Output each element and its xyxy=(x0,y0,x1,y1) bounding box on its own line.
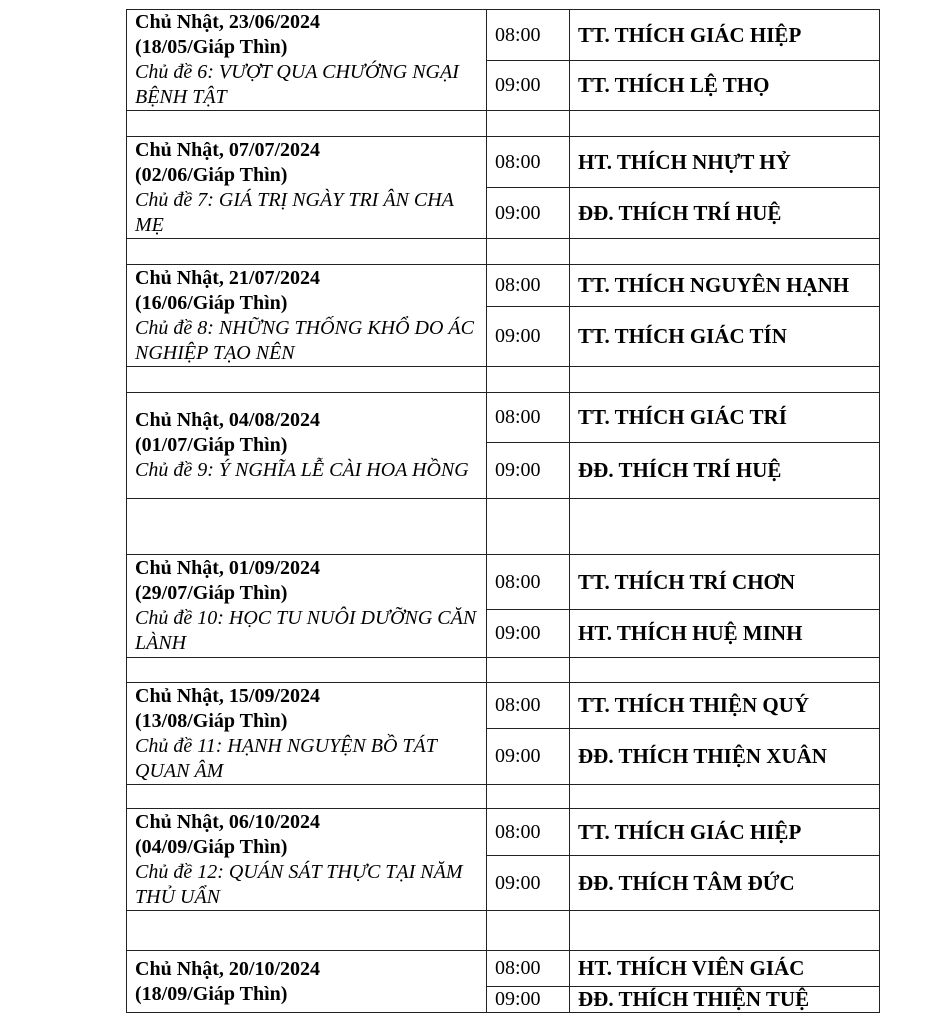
table-row xyxy=(127,265,880,307)
spacer-row xyxy=(127,658,880,683)
session-date: Chủ Nhật, 21/07/2024 xyxy=(135,266,321,289)
time-cell: 09:00 xyxy=(487,610,570,658)
session-info-cell xyxy=(127,555,487,658)
topic-title: Chủ đề 12: QUÁN SÁT THỰC TẠI NĂM THỦ UẨN xyxy=(135,860,463,908)
table-row xyxy=(127,809,880,856)
topic-title: Chủ đề 6: VƯỢT QUA CHƯỚNG NGẠI BỆNH TẬT xyxy=(135,61,459,108)
session-info-cell xyxy=(127,265,487,367)
lunar-date: (13/08/Giáp Thìn) xyxy=(135,709,288,732)
speaker-cell: ĐĐ. THÍCH THIỆN XUÂN xyxy=(570,729,880,785)
session-date: Chủ Nhật, 01/09/2024 xyxy=(135,557,321,579)
time-cell: 09:00 xyxy=(487,443,570,499)
speaker-cell: TT. THÍCH THIỆN QUÝ xyxy=(570,683,880,729)
session-date: Chủ Nhật, 15/09/2024 xyxy=(135,684,321,707)
speaker-cell: TT. THÍCH GIÁC TÍN xyxy=(570,307,880,367)
table-row xyxy=(127,555,880,610)
time-cell: 08:00 xyxy=(487,809,570,856)
speaker-cell: TT. THÍCH GIÁC TRÍ xyxy=(570,393,880,443)
spacer-row xyxy=(127,911,880,951)
session-info-cell xyxy=(127,809,487,911)
session-date: Chủ Nhật, 20/10/2024 xyxy=(135,957,321,980)
topic-title: Chủ đề 11: HẠNH NGUYỆN BỒ TÁT QUAN ÂM xyxy=(135,734,437,782)
time-cell: 09:00 xyxy=(487,729,570,785)
spacer-row xyxy=(127,499,880,555)
time-cell: 08:00 xyxy=(487,951,570,987)
table-row xyxy=(127,137,880,188)
lunar-date: (29/07/Giáp Thìn) xyxy=(135,582,288,604)
time-cell: 08:00 xyxy=(487,137,570,188)
lunar-date: (16/06/Giáp Thìn) xyxy=(135,291,288,314)
session-info-cell xyxy=(127,137,487,239)
session-date: Chủ Nhật, 04/08/2024 xyxy=(135,409,321,431)
time-cell: 09:00 xyxy=(487,307,570,367)
lunar-date: (18/09/Giáp Thìn) xyxy=(135,982,288,1005)
speaker-cell: ĐĐ. THÍCH TRÍ HUỆ xyxy=(570,443,880,499)
topic-title: Chủ đề 8: NHỮNG THỐNG KHỔ DO ÁC NGHIỆP TẠO NÊN xyxy=(135,316,474,364)
session-date: Chủ Nhật, 07/07/2024 xyxy=(135,138,321,161)
session-info-cell xyxy=(127,683,487,785)
lunar-date: (02/06/Giáp Thìn) xyxy=(135,163,288,186)
time-cell: 09:00 xyxy=(487,61,570,111)
session-info-cell xyxy=(127,10,487,111)
table-row xyxy=(127,951,880,987)
speaker-cell: TT. THÍCH NGUYÊN HẠNH xyxy=(570,265,880,307)
table-row xyxy=(127,10,880,61)
spacer-row xyxy=(127,367,880,393)
speaker-cell: TT. THÍCH GIÁC HIỆP xyxy=(570,10,880,61)
time-cell: 08:00 xyxy=(487,265,570,307)
spacer-row xyxy=(127,111,880,137)
topic-title: Chủ đề 9: Ý NGHĨA LỄ CÀI HOA HỒNG xyxy=(135,459,469,481)
session-date: Chủ Nhật, 06/10/2024 xyxy=(135,810,321,833)
speaker-cell: HT. THÍCH VIÊN GIÁC xyxy=(570,951,880,987)
spacer-row xyxy=(127,239,880,265)
time-cell: 09:00 xyxy=(487,856,570,911)
time-cell: 08:00 xyxy=(487,393,570,443)
session-date: Chủ Nhật, 23/06/2024 xyxy=(135,11,321,33)
table-row xyxy=(127,393,880,443)
time-cell: 08:00 xyxy=(487,10,570,61)
speaker-cell: ĐĐ. THÍCH TÂM ĐỨC xyxy=(570,856,880,911)
speaker-cell: TT. THÍCH GIÁC HIỆP xyxy=(570,809,880,856)
lunar-date: (04/09/Giáp Thìn) xyxy=(135,835,288,858)
lunar-date: (18/05/Giáp Thìn) xyxy=(135,36,288,58)
speaker-cell: TT. THÍCH LỆ THỌ xyxy=(570,61,880,111)
time-cell: 08:00 xyxy=(487,683,570,729)
time-cell: 09:00 xyxy=(487,987,570,1013)
topic-title: Chủ đề 10: HỌC TU NUÔI DƯỠNG CĂN LÀNH xyxy=(135,607,477,654)
speaker-cell: ĐĐ. THÍCH THIỆN TUỆ xyxy=(570,987,880,1013)
speaker-cell: HT. THÍCH HUỆ MINH xyxy=(570,610,880,658)
time-cell: 08:00 xyxy=(487,555,570,610)
topic-title: Chủ đề 7: GIÁ TRỊ NGÀY TRI ÂN CHA MẸ xyxy=(135,188,454,236)
lunar-date: (01/07/Giáp Thìn) xyxy=(135,434,288,456)
time-cell: 09:00 xyxy=(487,188,570,239)
session-info-cell xyxy=(127,393,487,499)
session-info-cell xyxy=(127,951,487,1013)
schedule-table xyxy=(126,9,880,1013)
speaker-cell: HT. THÍCH NHỰT HỶ xyxy=(570,137,880,188)
table-row xyxy=(127,683,880,729)
spacer-row xyxy=(127,785,880,809)
speaker-cell: ĐĐ. THÍCH TRÍ HUỆ xyxy=(570,188,880,239)
speaker-cell: TT. THÍCH TRÍ CHƠN xyxy=(570,555,880,610)
